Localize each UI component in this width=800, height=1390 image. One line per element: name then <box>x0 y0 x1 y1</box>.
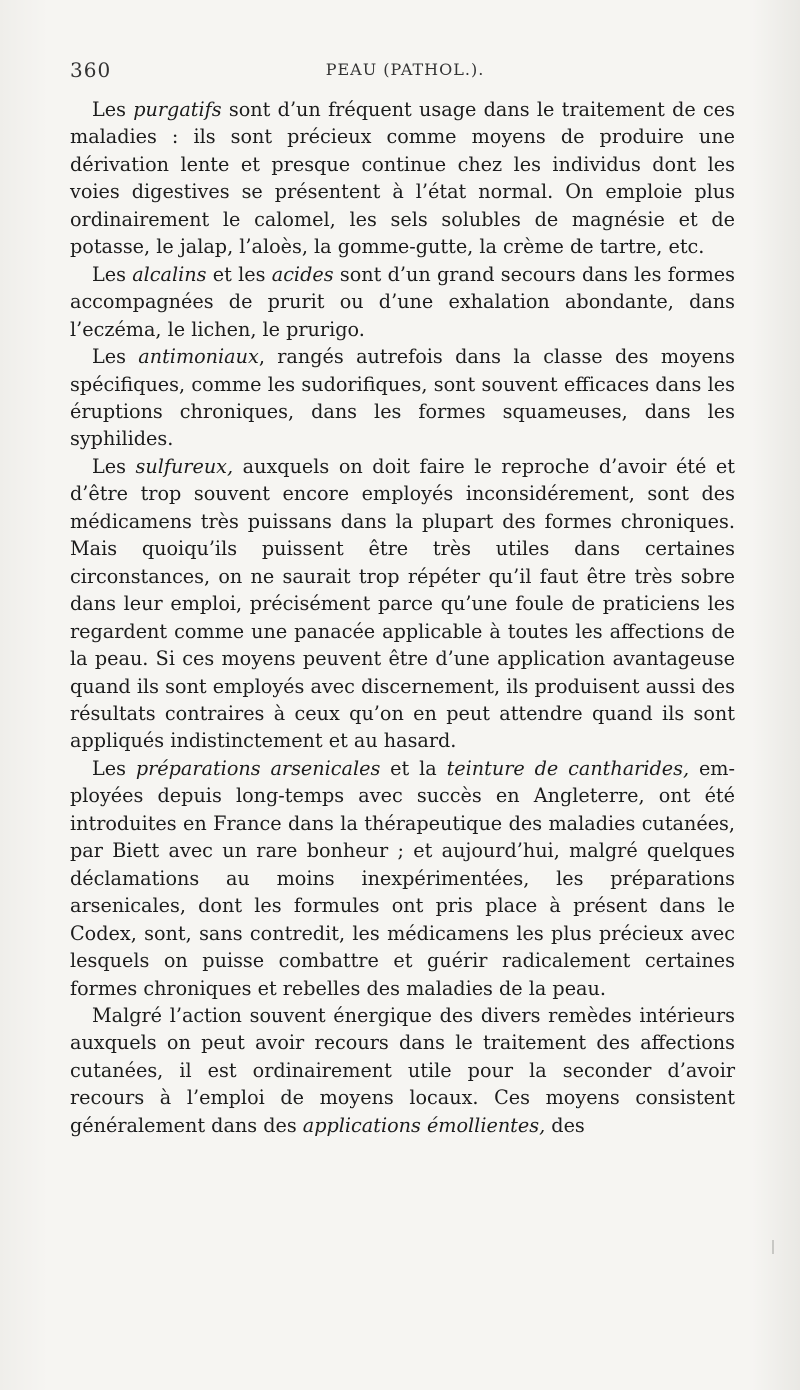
page-number: 360 <box>70 58 112 82</box>
text-run: auxquels on doit faire le reproche d’avoir été et d’être trop souvent encore employés inconsidérement, sont des médicamens très puissans dans la plupart des formes chroniques. Mais quoiqu’ils puissent être très utiles dans certaines circonstances, on ne saurait trop répéter qu’il faut être très sobre dans leur emploi, précisément parce qu’une foule de praticiens les regardent comme une panacée applicable à toutes les affections de la peau. Si ces moyens peuvent être d’une application avantageuse quand ils sont employés avec discernement, ils produisent aussi des résultats contraires à ceux qu’on en peut attendre quand ils sont appliqués indistinctement et au hasard. <box>70 454 735 753</box>
italic-term: applications émollientes, <box>302 1113 546 1137</box>
italic-term: sulfureux, <box>135 454 234 478</box>
text-run: Les <box>92 454 136 478</box>
text-run: , rangés autrefois dans la classe des moyens spécifiques, comme les sudorifiques, sont souvent efficaces dans les éruptions chroniques, dans les formes squameuses, dans les syphilides. <box>70 345 735 451</box>
text-run: Les <box>92 345 139 369</box>
text-run: employées depuis long-temps avec succès en Angleterre, ont été introduites en France dans la thérapeutique des maladies cutanées, par Biett avec un rare bonheur ; et aujourd’hui, malgré quelques déclamations au moins inexpérimentées, les préparations arsenicales, dont les formules ont pris place à présent dans le Codex, sont, sans contredit, les médicamens les plus précieux avec lesquels on puisse combattre et guérir radicalement certaines formes chroniques et rebelles des maladies de la peau. <box>70 756 735 1000</box>
text-run: Les <box>92 98 134 121</box>
italic-term: alcalins <box>132 262 207 286</box>
italic-term: teinture de cantharides, <box>446 756 690 780</box>
text-run: sont d’un fréquent usage dans le traitement de ces maladies : ils sont précieux comme moyens de produire une dérivation lente et presque continue chez les individus dont les voies digestives se présentent à l’état normal. On emploie plus ordinairement le calomel, les sels solubles de magnésie et de potasse, le jalap, l’aloès, la gomme-gutte, la crème de tartre, etc. <box>70 98 735 259</box>
text-run: sont d’un grand secours dans les formes accompagnées de prurit ou d’une exhalation abondante, dans l’eczéma, le lichen, le prurigo. <box>70 262 736 341</box>
italic-term: acides <box>271 262 334 286</box>
italic-term: préparations arsenicales <box>135 756 381 780</box>
paragraph <box>70 1002 735 1139</box>
italic-term: purgatifs <box>133 98 222 121</box>
page-header <box>70 58 740 86</box>
running-head: PEAU (PATHOL.). <box>325 60 485 79</box>
paragraph <box>70 453 735 755</box>
text-run: Les <box>92 756 136 780</box>
text-run: et la <box>380 756 447 780</box>
paragraph <box>70 343 735 453</box>
page-edge-mark <box>772 1240 774 1254</box>
body-text <box>70 96 735 1139</box>
text-run: et les <box>206 262 272 286</box>
paragraph <box>70 261 735 343</box>
paragraph <box>70 96 735 261</box>
paragraph <box>70 755 735 1002</box>
text-run: Malgré l’action souvent énergique des divers remèdes intérieurs auxquels on peut avoir recours dans le traitement des affections cutanées, il est ordinairement utile pour la seconder d’avoir recours à l’emploi de moyens locaux. Ces moyens consistent généralement dans des <box>70 1003 735 1137</box>
text-run: des <box>545 1113 585 1137</box>
italic-term: antimoniaux <box>138 345 259 369</box>
text-run: Les <box>92 262 133 286</box>
